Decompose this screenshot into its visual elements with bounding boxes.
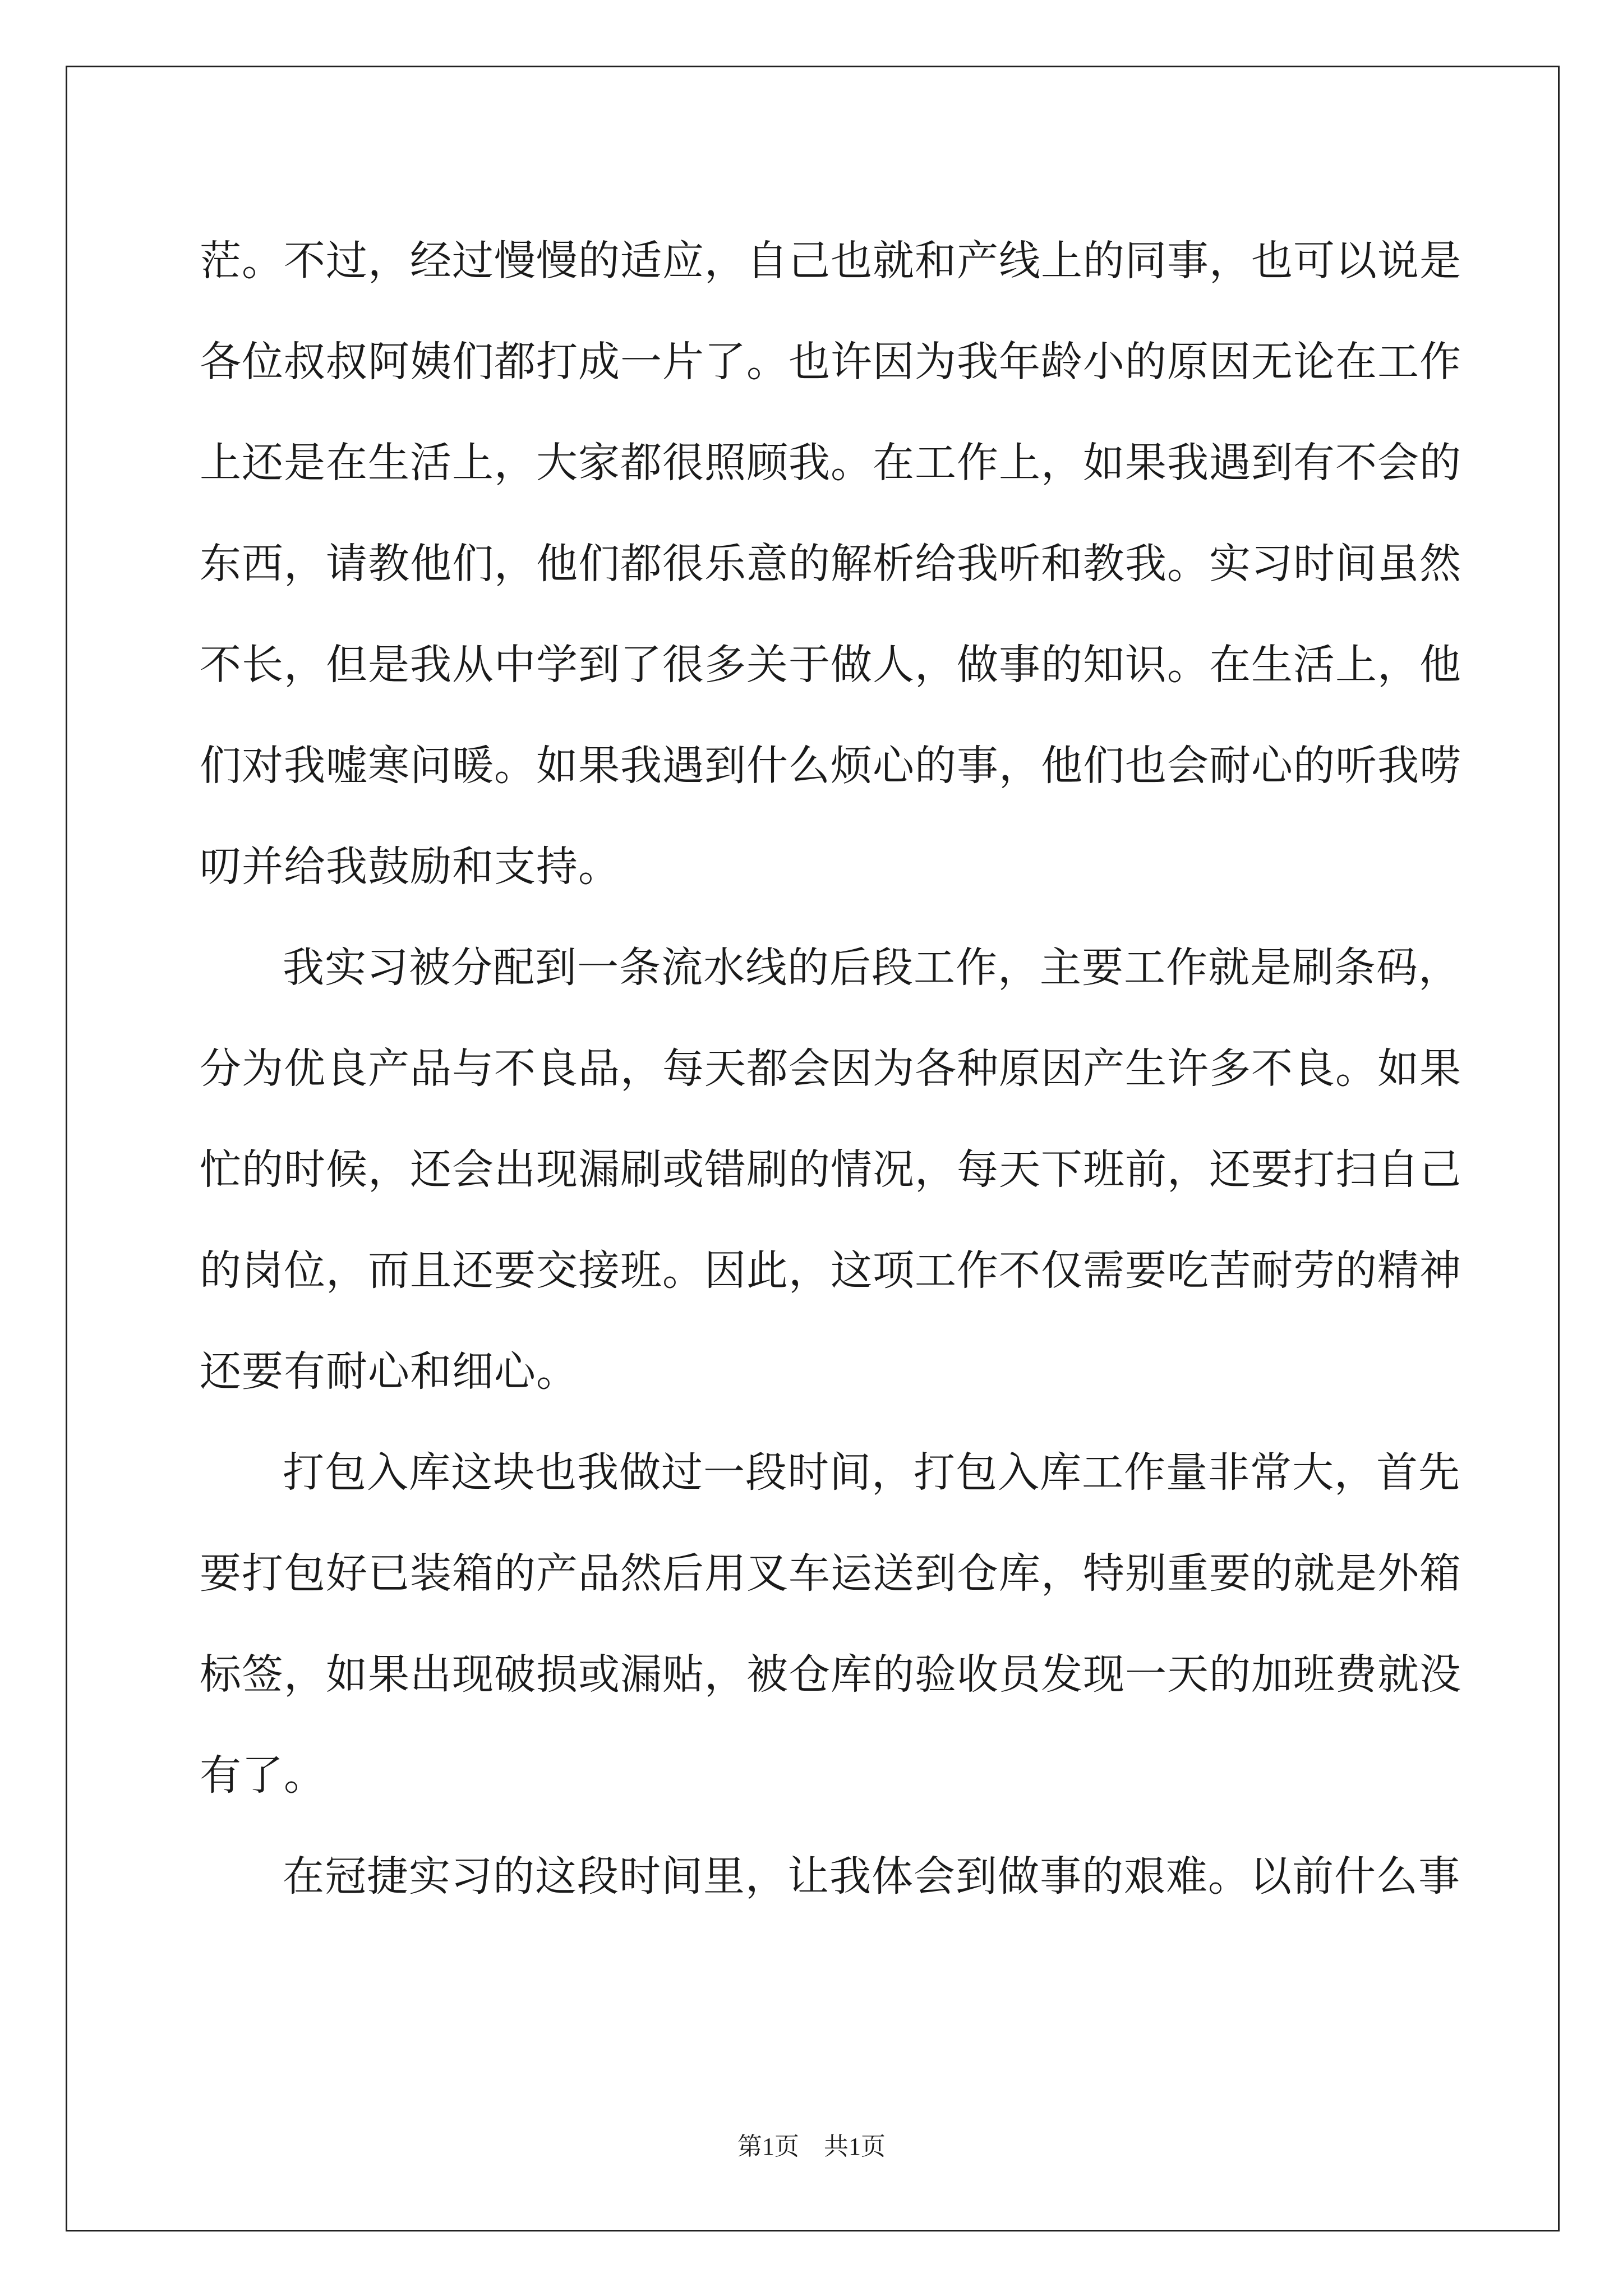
text-line: 标签，如果出现破损或漏贴，被仓库的验收员发现一天的加班费就没 [200,1650,1461,1699]
text-line: 有了。 [200,1751,326,1800]
text-line: 还要有耐心和细心。 [200,1347,578,1396]
text-line: 叨并给我鼓励和支持。 [200,843,620,891]
text-line: 茫。不过，经过慢慢的适应，自己也就和产线上的同事，也可以说是 [200,237,1461,285]
text-line: 们对我嘘寒问暖。如果我遇到什么烦心的事，他们也会耐心的听我唠 [200,742,1461,790]
text-line: 忙的时候，还会出现漏刷或错刷的情况，每天下班前，还要打扫自己 [200,1145,1461,1194]
document-body [200,210,1461,1927]
paragraph-first-line: 在冠捷实习的这段时间里，让我体会到做事的艰难。以前什么事 [283,1852,1460,1901]
paragraph-first-line: 打包入库这块也我做过一段时间，打包入库工作量非常大，首先 [283,1448,1460,1497]
text-line: 的岗位，而且还要交接班。因此，这项工作不仅需要吃苦耐劳的精神 [200,1246,1461,1295]
text-line: 不长，但是我从中学到了很多关于做人，做事的知识。在生活上，他 [200,641,1461,689]
text-line: 东西，请教他们，他们都很乐意的解析给我听和教我。实习时间虽然 [200,540,1461,588]
text-line: 要打包好已装箱的产品然后用叉车运送到仓库，特别重要的就是外箱 [200,1549,1461,1598]
paragraph-first-line: 我实习被分配到一条流水线的后段工作，主要工作就是刷条码， [283,944,1460,992]
text-line: 各位叔叔阿姨们都打成一片了。也许因为我年龄小的原因无论在工作 [200,338,1461,386]
text-line: 上还是在生活上，大家都很照顾我。在工作上，如果我遇到有不会的 [200,439,1461,487]
text-line: 分为优良产品与不良品，每天都会因为各种原因产生许多不良。如果 [200,1045,1461,1093]
page-number-footer: 第1页 共1页 [737,2133,886,2160]
